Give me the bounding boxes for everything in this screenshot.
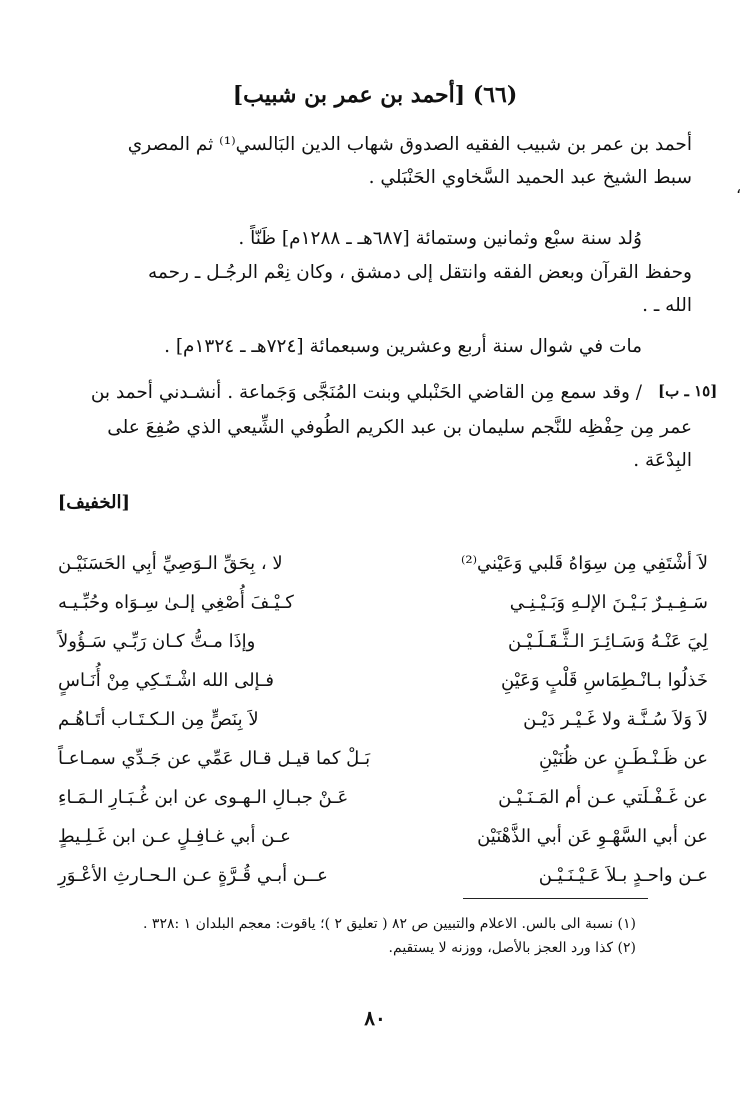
verse-second-hemistich: لاَ وَلاَ سُـنَّـة ولا غَـيْـر دَيْـن [523,709,708,730]
birth-paragraph [238,222,642,255]
bio-paragraph [52,128,692,194]
study-line-1: وحفظ القرآن وبعض الفقه وانتقل إلى دمشق ، وكان نِعْم الرجُـل ـ رحمه [147,262,692,283]
verse-first-hemistich: فـإلى الله اشْـتَـكِي مِنْ أُنَـاسٍ [58,670,274,691]
verse-second-hemistich: عن غَـفْـلَتي عـن أم المَـنَـيْـن [498,787,708,808]
verse-second-hemistich: لاَ أشْتَفِي مِن سِوَاهُ قَلبي وَعَيْني⁽²⁾ [460,553,708,574]
verse-line [58,817,708,856]
verse-line [58,778,708,817]
poem [58,544,708,895]
verse-line [58,544,708,583]
verse-line [58,622,708,661]
verse-second-hemistich: عن ظَـنْـطَـنٍ عن ظُنَيْنِ [539,748,708,769]
death-paragraph [164,330,642,363]
verse-first-hemistich: لا ، بِحَقِّ الـوَصِيِّ أبِي الحَسَنَيْـن [58,553,283,574]
birth-line: وُلد سنة سبْع وثمانين وستمائة [٦٨٧هـ ـ ١٢٨٨م] ظَنّاً . [238,228,642,249]
study-line-2: الله ـ . [642,295,692,316]
verse-second-hemistich: خَذلُوا بـانْـطِمَاسِ قَلْبٍ وَعَيْنِ [500,670,708,691]
verse-second-hemistich: عن أبي السَّهْـوِ عَن أبي الذَّهْنَيْن [477,826,708,847]
heard-line-1: / وقد سمع مِن القاضي الحَنْبلي وبنت المُنَجَّى وَجَماعة . أنشـدني أحمد بن [90,382,642,403]
bio-line-1: أحمد بن عمر بن شبيب الفقيه الصدوق شهاب الدين البَالسي⁽¹⁾ ثم المصري [127,134,692,155]
manuscript-folio-ref: [١٥ ـ ب] [658,382,718,400]
entry-heading: (٦٦) [أحمد بن عمر بن شبيب] [232,82,518,108]
heard-line-2: عمر مِن حِفْظِه للنَّجم سليمان بن عبد الكريم الطُوفي الشِّيعي الذي صُفِعَ على [107,417,692,438]
poetic-meter-label: [الخفيف] [57,492,130,513]
study-paragraph [52,256,692,322]
heard-paragraph-cont [52,411,692,477]
verse-first-hemistich: عَـنْ جبـالِ الـهـوى عن ابن غُـبَـارِ الـمَـاءِ [58,787,349,808]
footnote-1: (١) نسبة الى بالس. الاعلام والتبيين ص ٨٢ ( تعليق ٢ )؛ ياقوت: معجم البلدان ١ :٣٢٨ . [143,916,636,932]
verse-line [58,700,708,739]
page-number: ٨٠ [364,1006,386,1030]
heard-paragraph [52,376,642,409]
verse-first-hemistich: عـن أبي غـافِـلٍ عـن ابن غَـلِـيطٍ [58,826,291,847]
verse-second-hemistich: سَـفِـيـرٌ بَـيْـنَ الإلـهِ وَبَـيْـنِـي [509,592,708,613]
side-mark: ، [736,178,742,197]
verse-second-hemistich: لِيَ عَنْـهُ وَسَـائِـرَ الـثَّـقَـلَـيْـن [508,631,708,652]
bio-line-2: سبط الشيخ عبد الحميد السَّخاوي الحَنْبَلي . [368,167,692,188]
verse-first-hemistich: عــن أبـي قُـرَّةٍ عـن الـحـارثِ الأعْـوَرِ [58,865,328,886]
verse-line [58,661,708,700]
verse-first-hemistich: كـيْـفَ أُصْغِي إلـىٰ سِـوَاه وحُبِّـيـه [58,592,294,613]
heard-line-3: البِدْعَة . [633,450,692,471]
footnotes [143,912,636,960]
verse-first-hemistich: لاَ بِنَصٍّ مِن الـكـتَـاب أتَـاهُـم [58,709,259,730]
verse-first-hemistich: وإذَا مـتُّ كـان رَبِّـي سَـؤُولاً [58,631,256,652]
footnote-divider [463,898,648,899]
verse-line [58,739,708,778]
verse-line [58,583,708,622]
verse-line [58,856,708,895]
footnote-2: (٢) كذا ورد العجز بالأصل، ووزنه لا يستقيم. [388,940,636,956]
verse-first-hemistich: بَـلْ كما قيـل قـال عَمِّي عن جَـدِّي سمـاعـاً [58,748,371,769]
death-line: مات في شوال سنة أربع وعشرين وسبعمائة [٧٢٤هـ ـ ١٣٢٤م] . [164,336,642,357]
verse-second-hemistich: عـن واحـدٍ بـلاَ عَـيْـنَـيْـن [538,865,708,886]
